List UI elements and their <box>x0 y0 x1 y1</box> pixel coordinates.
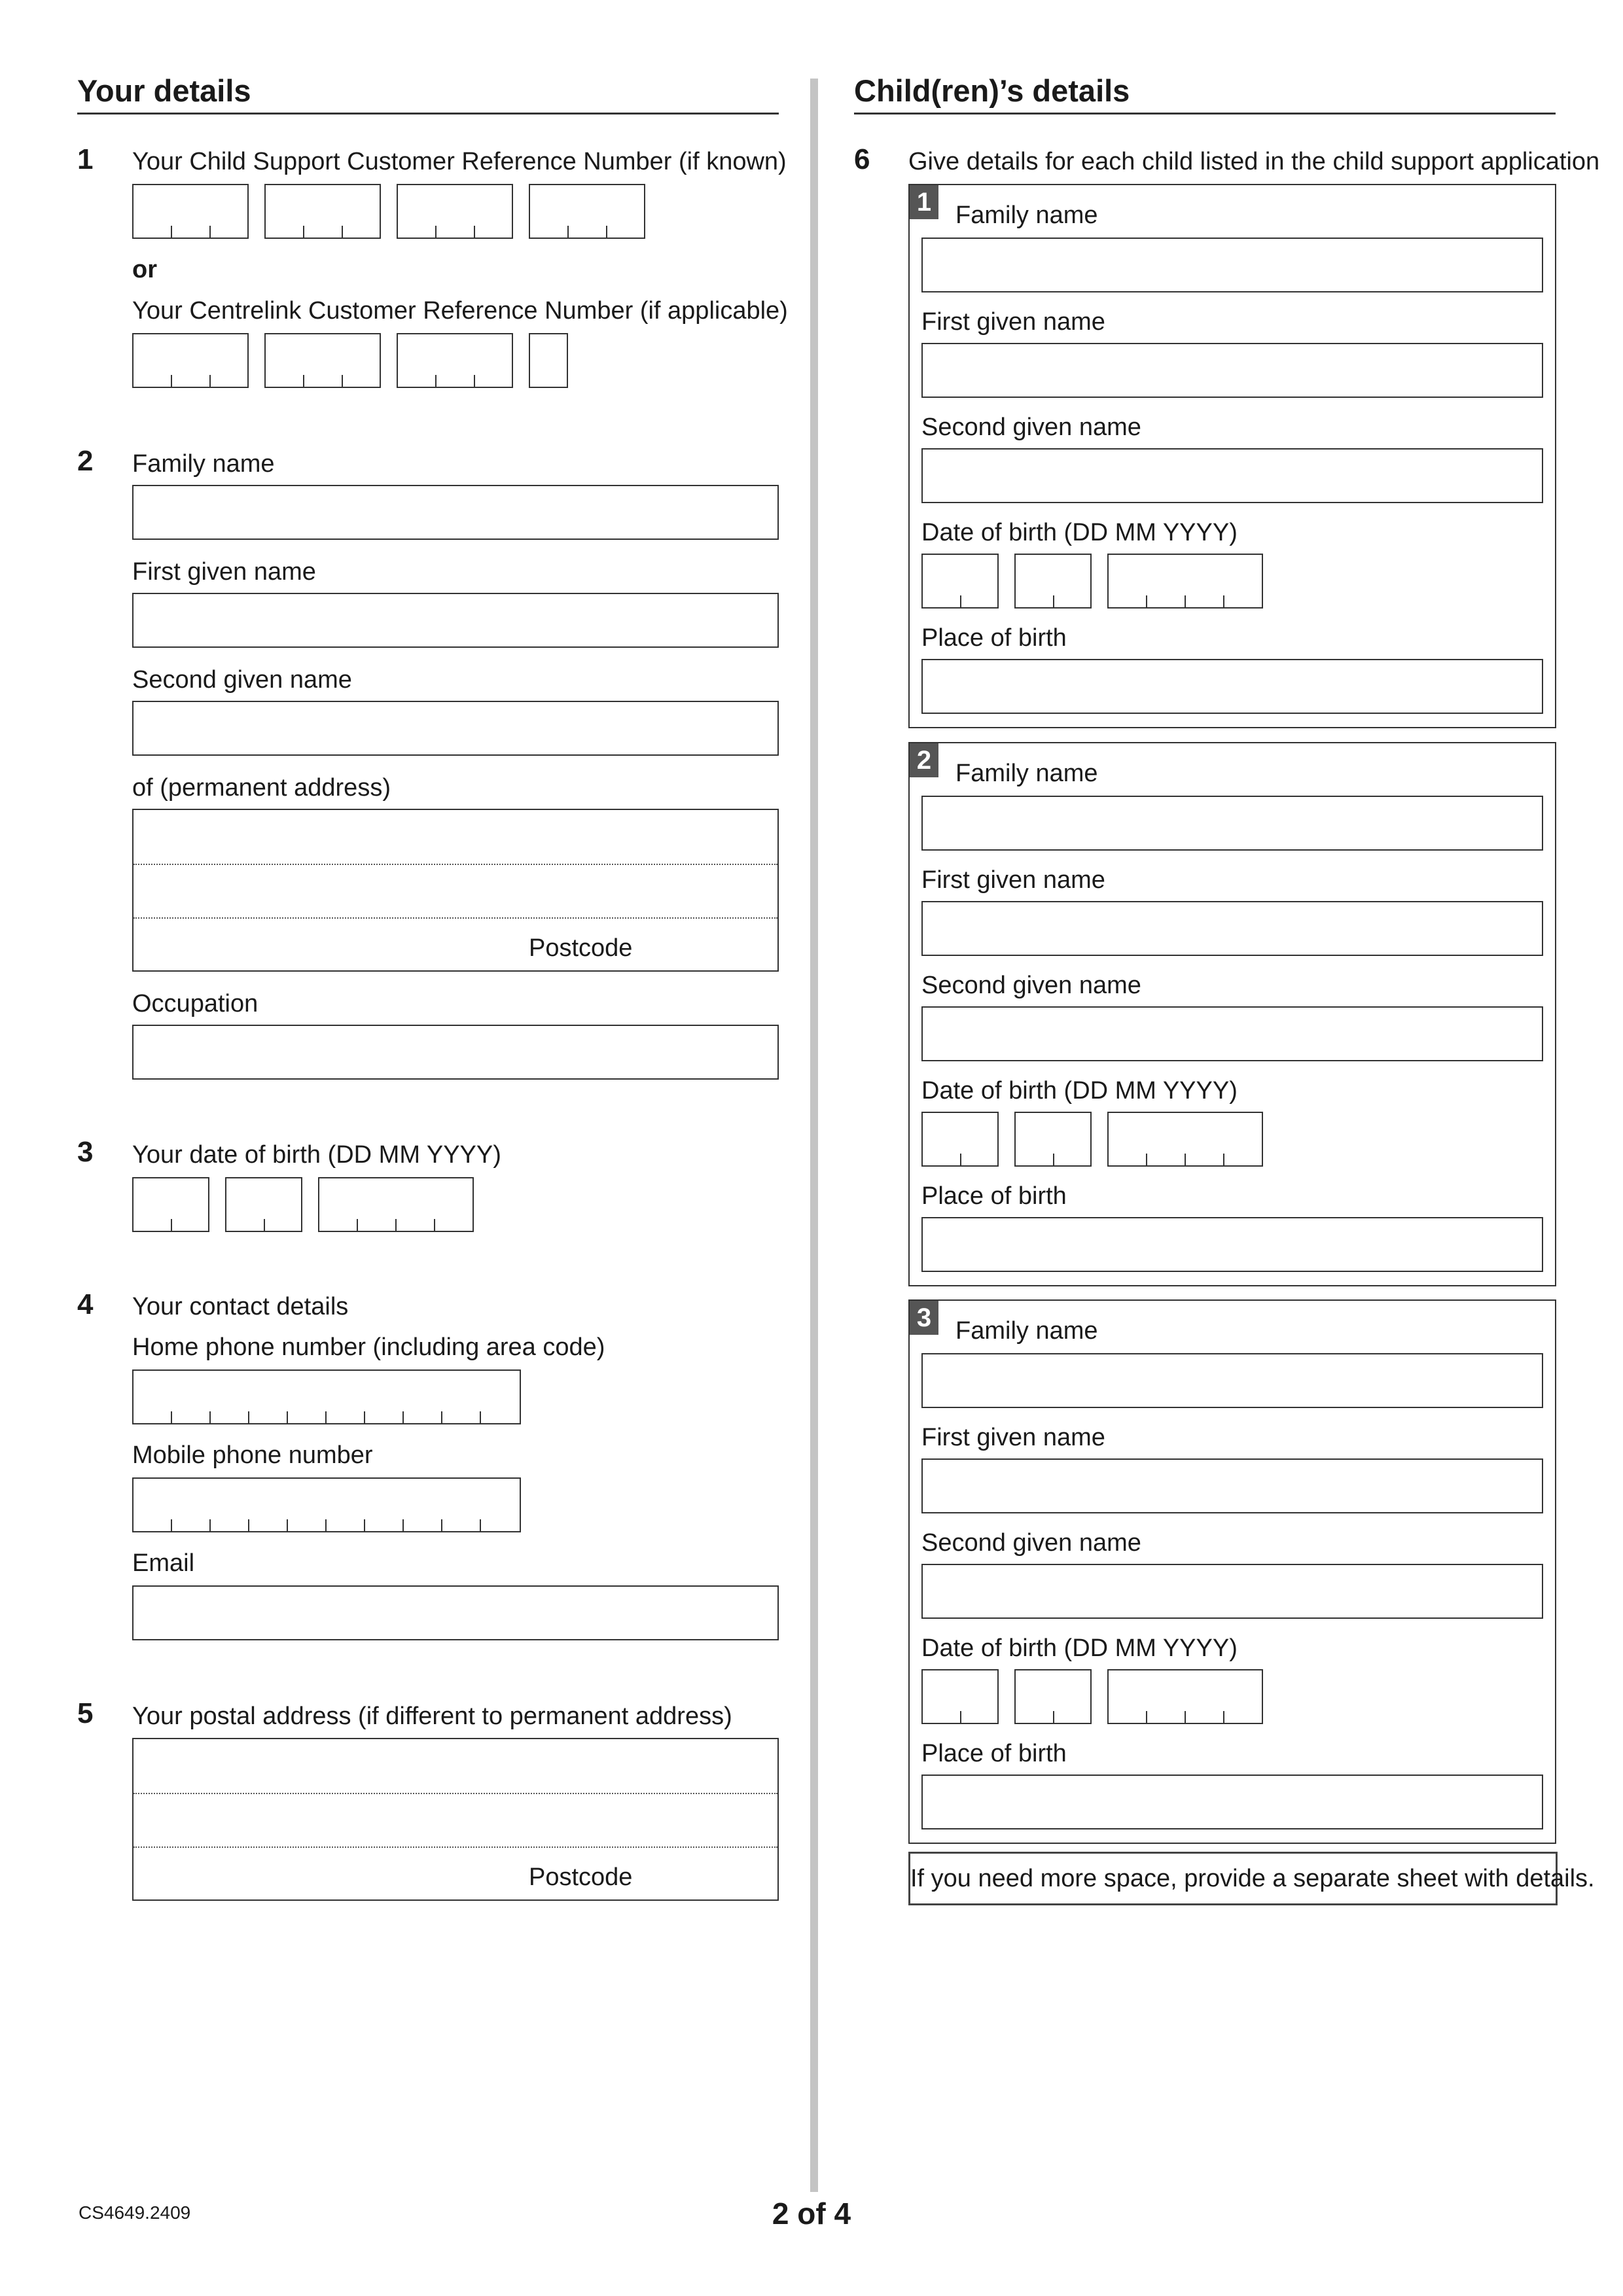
heading-rule-right <box>854 113 1556 115</box>
child-family-name-label: Family name <box>955 202 1098 229</box>
child-dob-label: Date of birth (DD MM YYYY) <box>921 1077 1238 1104</box>
child-first-given-name-label: First given name <box>921 866 1105 894</box>
child-second-given-name-input[interactable] <box>921 448 1543 503</box>
question-number-2: 2 <box>77 445 94 477</box>
child-dob-month[interactable] <box>1014 1669 1092 1724</box>
child-block-2 <box>908 742 1556 1286</box>
child-second-given-name-input[interactable] <box>921 1006 1543 1061</box>
question-number-6: 6 <box>854 143 870 175</box>
child-first-given-name-label: First given name <box>921 308 1105 336</box>
centrelink-crn-label: Your Centrelink Customer Reference Number (if applicable) <box>132 297 788 325</box>
your-dob-year[interactable] <box>318 1177 474 1232</box>
child-family-name-label: Family name <box>955 760 1098 787</box>
your-dob-month[interactable] <box>225 1177 302 1232</box>
centrelink-crn-segment-2[interactable] <box>264 333 381 388</box>
question-number-1: 1 <box>77 143 94 175</box>
or-label: or <box>132 256 157 283</box>
child-family-name-label: Family name <box>955 1317 1098 1345</box>
section-heading-children-details: Child(ren)’s details <box>854 73 1130 108</box>
child-block-1 <box>908 184 1556 728</box>
child-first-given-name-label: First given name <box>921 1424 1105 1451</box>
crn-label: Your Child Support Customer Reference Number (if known) <box>132 148 787 175</box>
child-dob-day[interactable] <box>921 1669 999 1724</box>
page-number: 2 of 4 <box>772 2197 851 2231</box>
first-given-name-input[interactable] <box>132 593 779 648</box>
permanent-address-input[interactable] <box>132 809 779 972</box>
child-family-name-input[interactable] <box>921 796 1543 851</box>
crn-segment-1[interactable] <box>132 184 249 239</box>
email-label: Email <box>132 1549 195 1577</box>
heading-rule <box>77 113 779 115</box>
first-given-name-label: First given name <box>132 558 316 586</box>
child-dob-year[interactable] <box>1107 1112 1263 1167</box>
child-place-of-birth-input[interactable] <box>921 1217 1543 1272</box>
child-second-given-name-label: Second given name <box>921 1529 1141 1557</box>
postal-address-input[interactable] <box>132 1738 779 1901</box>
mobile-phone-label: Mobile phone number <box>132 1441 373 1469</box>
question-number-5: 5 <box>77 1697 94 1729</box>
child-dob-month[interactable] <box>1014 1112 1092 1167</box>
more-space-note: If you need more space, provide a separate sheet with details. <box>908 1852 1558 1905</box>
form-code: CS4649.2409 <box>79 2202 191 2223</box>
home-phone-label: Home phone number (including area code) <box>132 1333 605 1361</box>
child-first-given-name-input[interactable] <box>921 343 1543 398</box>
home-phone-input[interactable] <box>132 1369 521 1424</box>
occupation-label: Occupation <box>132 990 259 1017</box>
child-first-given-name-input[interactable] <box>921 901 1543 956</box>
contact-details-label: Your contact details <box>132 1293 349 1320</box>
child-dob-label: Date of birth (DD MM YYYY) <box>921 519 1238 546</box>
child-dob-day[interactable] <box>921 554 999 609</box>
child-place-of-birth-input[interactable] <box>921 659 1543 714</box>
family-name-input[interactable] <box>132 485 779 540</box>
permanent-address-label: of (permanent address) <box>132 774 391 802</box>
section-heading-your-details: Your details <box>77 73 251 108</box>
child-dob-label: Date of birth (DD MM YYYY) <box>921 1634 1238 1662</box>
child-place-of-birth-label: Place of birth <box>921 1182 1067 1210</box>
centrelink-crn-segment-4[interactable] <box>529 333 568 388</box>
question-number-3: 3 <box>77 1136 94 1168</box>
second-given-name-input[interactable] <box>132 701 779 756</box>
child-dob-year[interactable] <box>1107 554 1263 609</box>
centrelink-crn-segment-1[interactable] <box>132 333 249 388</box>
your-dob-day[interactable] <box>132 1177 209 1232</box>
permanent-address-postcode-label: Postcode <box>529 934 633 962</box>
crn-segment-2[interactable] <box>264 184 381 239</box>
your-dob-label: Your date of birth (DD MM YYYY) <box>132 1141 501 1169</box>
child-family-name-input[interactable] <box>921 1353 1543 1408</box>
postal-address-postcode-label: Postcode <box>529 1863 633 1891</box>
child-number-badge: 1 <box>910 185 938 219</box>
second-given-name-label: Second given name <box>132 666 352 694</box>
child-dob-month[interactable] <box>1014 554 1092 609</box>
crn-segment-3[interactable] <box>397 184 513 239</box>
child-number-badge: 3 <box>910 1301 938 1335</box>
child-block-3 <box>908 1299 1556 1844</box>
child-place-of-birth-label: Place of birth <box>921 1740 1067 1767</box>
child-place-of-birth-input[interactable] <box>921 1775 1543 1829</box>
postal-address-label: Your postal address (if different to permanent address) <box>132 1703 732 1730</box>
child-family-name-input[interactable] <box>921 238 1543 292</box>
question-number-4: 4 <box>77 1288 94 1320</box>
crn-segment-4[interactable] <box>529 184 645 239</box>
column-divider <box>810 79 818 2192</box>
child-first-given-name-input[interactable] <box>921 1458 1543 1513</box>
email-input[interactable] <box>132 1585 779 1640</box>
occupation-input[interactable] <box>132 1025 779 1080</box>
child-second-given-name-input[interactable] <box>921 1564 1543 1619</box>
family-name-label: Family name <box>132 450 275 478</box>
child-dob-day[interactable] <box>921 1112 999 1167</box>
children-details-label: Give details for each child listed in the child support application <box>908 148 1600 175</box>
child-second-given-name-label: Second given name <box>921 414 1141 441</box>
centrelink-crn-segment-3[interactable] <box>397 333 513 388</box>
mobile-phone-input[interactable] <box>132 1477 521 1532</box>
child-dob-year[interactable] <box>1107 1669 1263 1724</box>
child-second-given-name-label: Second given name <box>921 972 1141 999</box>
child-place-of-birth-label: Place of birth <box>921 624 1067 652</box>
child-number-badge: 2 <box>910 743 938 777</box>
